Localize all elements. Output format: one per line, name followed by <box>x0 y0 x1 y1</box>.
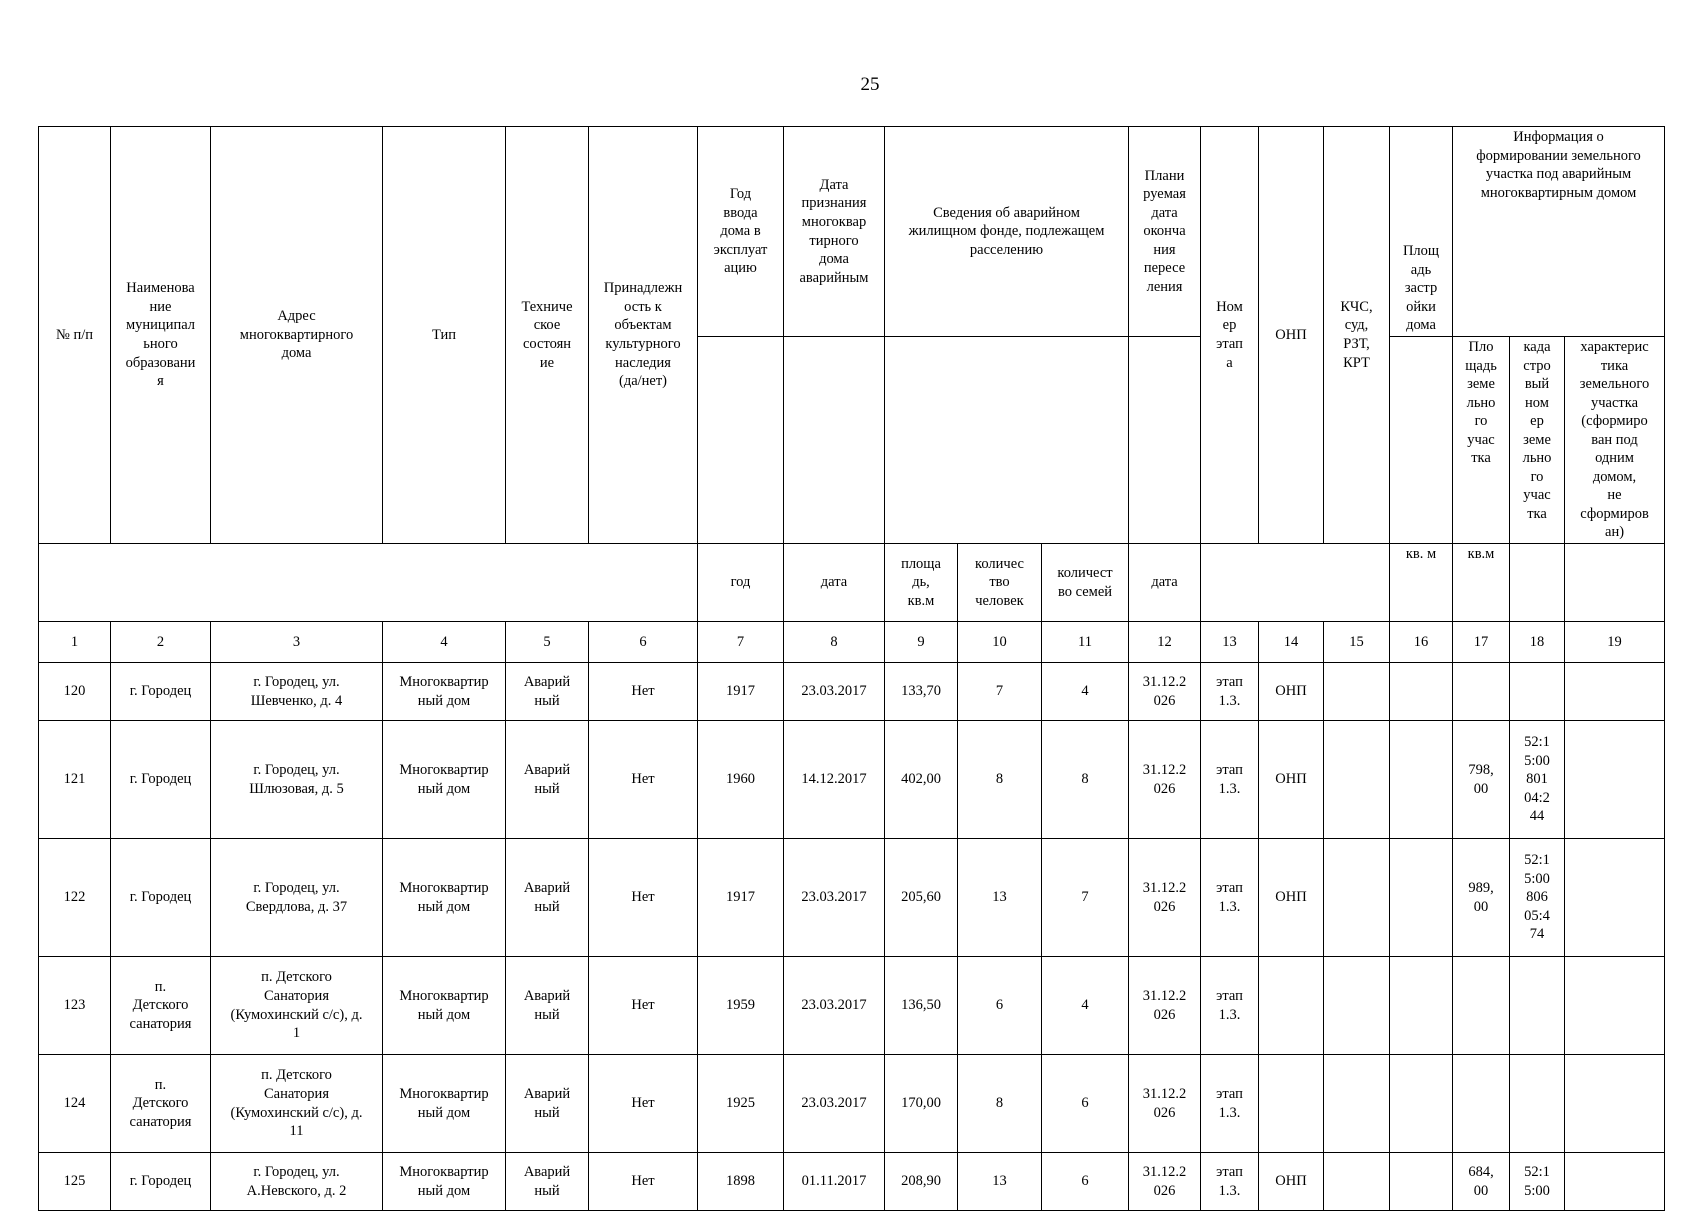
table-row <box>39 839 1665 957</box>
column-number: 9 <box>885 622 958 663</box>
municipality-cell: г. Городец <box>111 1153 211 1211</box>
kchs-cell <box>1324 663 1390 721</box>
table-row <box>39 1055 1665 1153</box>
column-number: 18 <box>1510 622 1565 663</box>
state-cell: Аварий ный <box>506 663 589 721</box>
kchs-cell <box>1324 1055 1390 1153</box>
header-year-built: Год ввода дома в эксплуат ацию <box>698 127 784 337</box>
land-characteristic-cell <box>1565 1055 1665 1153</box>
header-planned-end-date: Плани руемая дата оконча ния пересе ления <box>1129 127 1201 337</box>
kchs-cell <box>1324 721 1390 839</box>
header-land-area: Пло щадь земе льно го учас тка <box>1453 337 1510 544</box>
year-cell: 1960 <box>698 721 784 839</box>
address-cell: г. Городец, ул. Шевченко, д. 4 <box>211 663 383 721</box>
header-building-area-spacer <box>1390 337 1453 544</box>
plan-date-cell: 31.12.2 026 <box>1129 957 1201 1055</box>
cadastral-cell <box>1510 957 1565 1055</box>
families-cell: 6 <box>1042 1055 1129 1153</box>
onp-cell: ОНП <box>1259 663 1324 721</box>
municipality-cell: г. Городец <box>111 721 211 839</box>
type-cell: Многоквартир ный дом <box>383 1055 506 1153</box>
land-area-cell <box>1453 663 1510 721</box>
area-cell: 136,50 <box>885 957 958 1055</box>
header-area-sub: площа дь, кв.м <box>885 544 958 622</box>
plan-date-cell: 31.12.2 026 <box>1129 663 1201 721</box>
stage-cell: этап 1.3. <box>1201 1153 1259 1211</box>
header-planned-end-spacer <box>1129 337 1201 544</box>
building-area-cell <box>1390 663 1453 721</box>
header-date-sub: дата <box>784 544 885 622</box>
header-emergency-fund-spacer <box>885 337 1129 544</box>
families-cell: 4 <box>1042 957 1129 1055</box>
kchs-cell <box>1324 1153 1390 1211</box>
table-row <box>39 663 1665 721</box>
header-kchs: КЧС, суд, РЗТ, КРТ <box>1324 127 1390 544</box>
state-cell: Аварий ный <box>506 1153 589 1211</box>
column-number: 19 <box>1565 622 1665 663</box>
address-cell: г. Городец, ул. Свердлова, д. 37 <box>211 839 383 957</box>
families-cell: 6 <box>1042 1153 1129 1211</box>
building-area-cell <box>1390 721 1453 839</box>
header-people-sub: количес тво человек <box>958 544 1042 622</box>
address-cell: г. Городец, ул. Шлюзовая, д. 5 <box>211 721 383 839</box>
land-area-cell <box>1453 1055 1510 1153</box>
plan-date-cell: 31.12.2 026 <box>1129 721 1201 839</box>
column-number: 7 <box>698 622 784 663</box>
page-number: 25 <box>860 74 880 95</box>
type-cell: Многоквартир ный дом <box>383 721 506 839</box>
header-address: Адрес многоквартирного дома <box>211 127 383 544</box>
area-cell: 133,70 <box>885 663 958 721</box>
date-cell: 14.12.2017 <box>784 721 885 839</box>
area-cell: 208,90 <box>885 1153 958 1211</box>
row-number: 125 <box>39 1153 111 1211</box>
type-cell: Многоквартир ный дом <box>383 1153 506 1211</box>
cadastral-cell: 52:1 5:00 806 05:4 74 <box>1510 839 1565 957</box>
column-number: 6 <box>589 622 698 663</box>
year-cell: 1898 <box>698 1153 784 1211</box>
header-sub-blank <box>39 544 698 622</box>
onp-cell <box>1259 957 1324 1055</box>
date-cell: 23.03.2017 <box>784 839 885 957</box>
onp-cell: ОНП <box>1259 1153 1324 1211</box>
municipality-cell: г. Городец <box>111 839 211 957</box>
row-number: 121 <box>39 721 111 839</box>
table-row <box>39 721 1665 839</box>
land-area-cell: 989, 00 <box>1453 839 1510 957</box>
column-number: 10 <box>958 622 1042 663</box>
building-area-cell <box>1390 1055 1453 1153</box>
families-cell: 4 <box>1042 663 1129 721</box>
building-area-cell <box>1390 957 1453 1055</box>
header-row-top <box>39 127 1665 337</box>
header-technical-state: Техниче ское состоян ие <box>506 127 589 544</box>
header-heritage: Принадлежн ость к объектам культурного наследия (да/нет) <box>589 127 698 544</box>
row-number: 120 <box>39 663 111 721</box>
header-families-sub: количест во семей <box>1042 544 1129 622</box>
stage-cell: этап 1.3. <box>1201 663 1259 721</box>
column-number: 1 <box>39 622 111 663</box>
header-plan-date-sub: дата <box>1129 544 1201 622</box>
header-type: Тип <box>383 127 506 544</box>
heritage-cell: Нет <box>589 1153 698 1211</box>
state-cell: Аварий ный <box>506 839 589 957</box>
column-number: 4 <box>383 622 506 663</box>
state-cell: Аварий ный <box>506 957 589 1055</box>
kchs-cell <box>1324 957 1390 1055</box>
area-cell: 402,00 <box>885 721 958 839</box>
plan-date-cell: 31.12.2 026 <box>1129 839 1201 957</box>
municipality-cell: г. Городец <box>111 663 211 721</box>
row-number: 122 <box>39 839 111 957</box>
column-number: 15 <box>1324 622 1390 663</box>
header-cadastral-sub <box>1510 544 1565 622</box>
municipality-cell: п. Детского санатория <box>111 957 211 1055</box>
area-cell: 205,60 <box>885 839 958 957</box>
column-number: 17 <box>1453 622 1510 663</box>
header-land-characteristic: характерис тика земельного участка (сформиро ван под одним домом, не сформиров ан) <box>1565 337 1665 544</box>
date-cell: 01.11.2017 <box>784 1153 885 1211</box>
header-land-plot-info: Информация о формировании земельного участка под аварийным многоквартирным домом <box>1453 127 1665 337</box>
header-year-sub: год <box>698 544 784 622</box>
year-cell: 1917 <box>698 663 784 721</box>
stage-cell: этап 1.3. <box>1201 1055 1259 1153</box>
land-area-cell: 798, 00 <box>1453 721 1510 839</box>
column-number: 5 <box>506 622 589 663</box>
table-row <box>39 957 1665 1055</box>
state-cell: Аварий ный <box>506 721 589 839</box>
column-number: 11 <box>1042 622 1129 663</box>
land-area-cell: 684, 00 <box>1453 1153 1510 1211</box>
header-characteristic-sub <box>1565 544 1665 622</box>
families-cell: 8 <box>1042 721 1129 839</box>
people-cell: 13 <box>958 1153 1042 1211</box>
header-stage-onp-kchs-sub <box>1201 544 1390 622</box>
plan-date-cell: 31.12.2 026 <box>1129 1055 1201 1153</box>
land-characteristic-cell <box>1565 721 1665 839</box>
state-cell: Аварий ный <box>506 1055 589 1153</box>
header-building-area-unit: кв. м <box>1390 544 1453 622</box>
address-cell: г. Городец, ул. А.Невского, д. 2 <box>211 1153 383 1211</box>
heritage-cell: Нет <box>589 1055 698 1153</box>
cadastral-cell <box>1510 663 1565 721</box>
heritage-cell: Нет <box>589 721 698 839</box>
people-cell: 13 <box>958 839 1042 957</box>
header-row-sub-units <box>39 544 1665 622</box>
date-cell: 23.03.2017 <box>784 957 885 1055</box>
land-characteristic-cell <box>1565 1153 1665 1211</box>
people-cell: 6 <box>958 957 1042 1055</box>
type-cell: Многоквартир ный дом <box>383 839 506 957</box>
header-cadastral-number: када стро вый ном ер земе льно го учас тка <box>1510 337 1565 544</box>
row-number: 124 <box>39 1055 111 1153</box>
date-cell: 23.03.2017 <box>784 1055 885 1153</box>
onp-cell: ОНП <box>1259 721 1324 839</box>
cadastral-cell: 52:1 5:00 801 04:2 44 <box>1510 721 1565 839</box>
area-cell: 170,00 <box>885 1055 958 1153</box>
stage-cell: этап 1.3. <box>1201 839 1259 957</box>
building-area-cell <box>1390 839 1453 957</box>
date-cell: 23.03.2017 <box>784 663 885 721</box>
column-number: 14 <box>1259 622 1324 663</box>
heritage-cell: Нет <box>589 839 698 957</box>
address-cell: п. Детского Санатория (Кумохинский с/с), д. 11 <box>211 1055 383 1153</box>
type-cell: Многоквартир ный дом <box>383 663 506 721</box>
column-number: 2 <box>111 622 211 663</box>
year-cell: 1925 <box>698 1055 784 1153</box>
column-number: 12 <box>1129 622 1201 663</box>
municipality-cell: п. Детского санатория <box>111 1055 211 1153</box>
emergency-housing-table <box>38 126 1665 1211</box>
land-area-cell <box>1453 957 1510 1055</box>
header-building-area: Площ адь застр ойки дома <box>1390 127 1453 337</box>
column-number: 3 <box>211 622 383 663</box>
header-emergency-fund-info: Сведения об аварийном жилищном фонде, подлежащем расселению <box>885 127 1129 337</box>
cadastral-cell: 52:1 5:00 <box>1510 1153 1565 1211</box>
row-number: 123 <box>39 957 111 1055</box>
people-cell: 8 <box>958 721 1042 839</box>
column-number: 16 <box>1390 622 1453 663</box>
header-row-number: № п/п <box>39 127 111 544</box>
address-cell: п. Детского Санатория (Кумохинский с/с), д. 1 <box>211 957 383 1055</box>
stage-cell: этап 1.3. <box>1201 721 1259 839</box>
heritage-cell: Нет <box>589 663 698 721</box>
people-cell: 8 <box>958 1055 1042 1153</box>
header-recognition-date-spacer <box>784 337 885 544</box>
header-municipality: Наименова ние муниципал ьного образовани я <box>111 127 211 544</box>
families-cell: 7 <box>1042 839 1129 957</box>
land-characteristic-cell <box>1565 839 1665 957</box>
year-cell: 1917 <box>698 839 784 957</box>
onp-cell <box>1259 1055 1324 1153</box>
header-recognition-date: Дата признания многоквар тирного дома аварийным <box>784 127 885 337</box>
header-year-built-spacer <box>698 337 784 544</box>
type-cell: Многоквартир ный дом <box>383 957 506 1055</box>
table-body <box>39 663 1665 1211</box>
land-characteristic-cell <box>1565 957 1665 1055</box>
column-number: 13 <box>1201 622 1259 663</box>
header-stage-number: Ном ер этап а <box>1201 127 1259 544</box>
building-area-cell <box>1390 1153 1453 1211</box>
column-number: 8 <box>784 622 885 663</box>
kchs-cell <box>1324 839 1390 957</box>
table-row <box>39 1153 1665 1211</box>
plan-date-cell: 31.12.2 026 <box>1129 1153 1201 1211</box>
people-cell: 7 <box>958 663 1042 721</box>
stage-cell: этап 1.3. <box>1201 957 1259 1055</box>
cadastral-cell <box>1510 1055 1565 1153</box>
column-numbers-row <box>39 622 1665 663</box>
header-land-area-unit: кв.м <box>1453 544 1510 622</box>
heritage-cell: Нет <box>589 957 698 1055</box>
onp-cell: ОНП <box>1259 839 1324 957</box>
land-characteristic-cell <box>1565 663 1665 721</box>
year-cell: 1959 <box>698 957 784 1055</box>
header-onp: ОНП <box>1259 127 1324 544</box>
